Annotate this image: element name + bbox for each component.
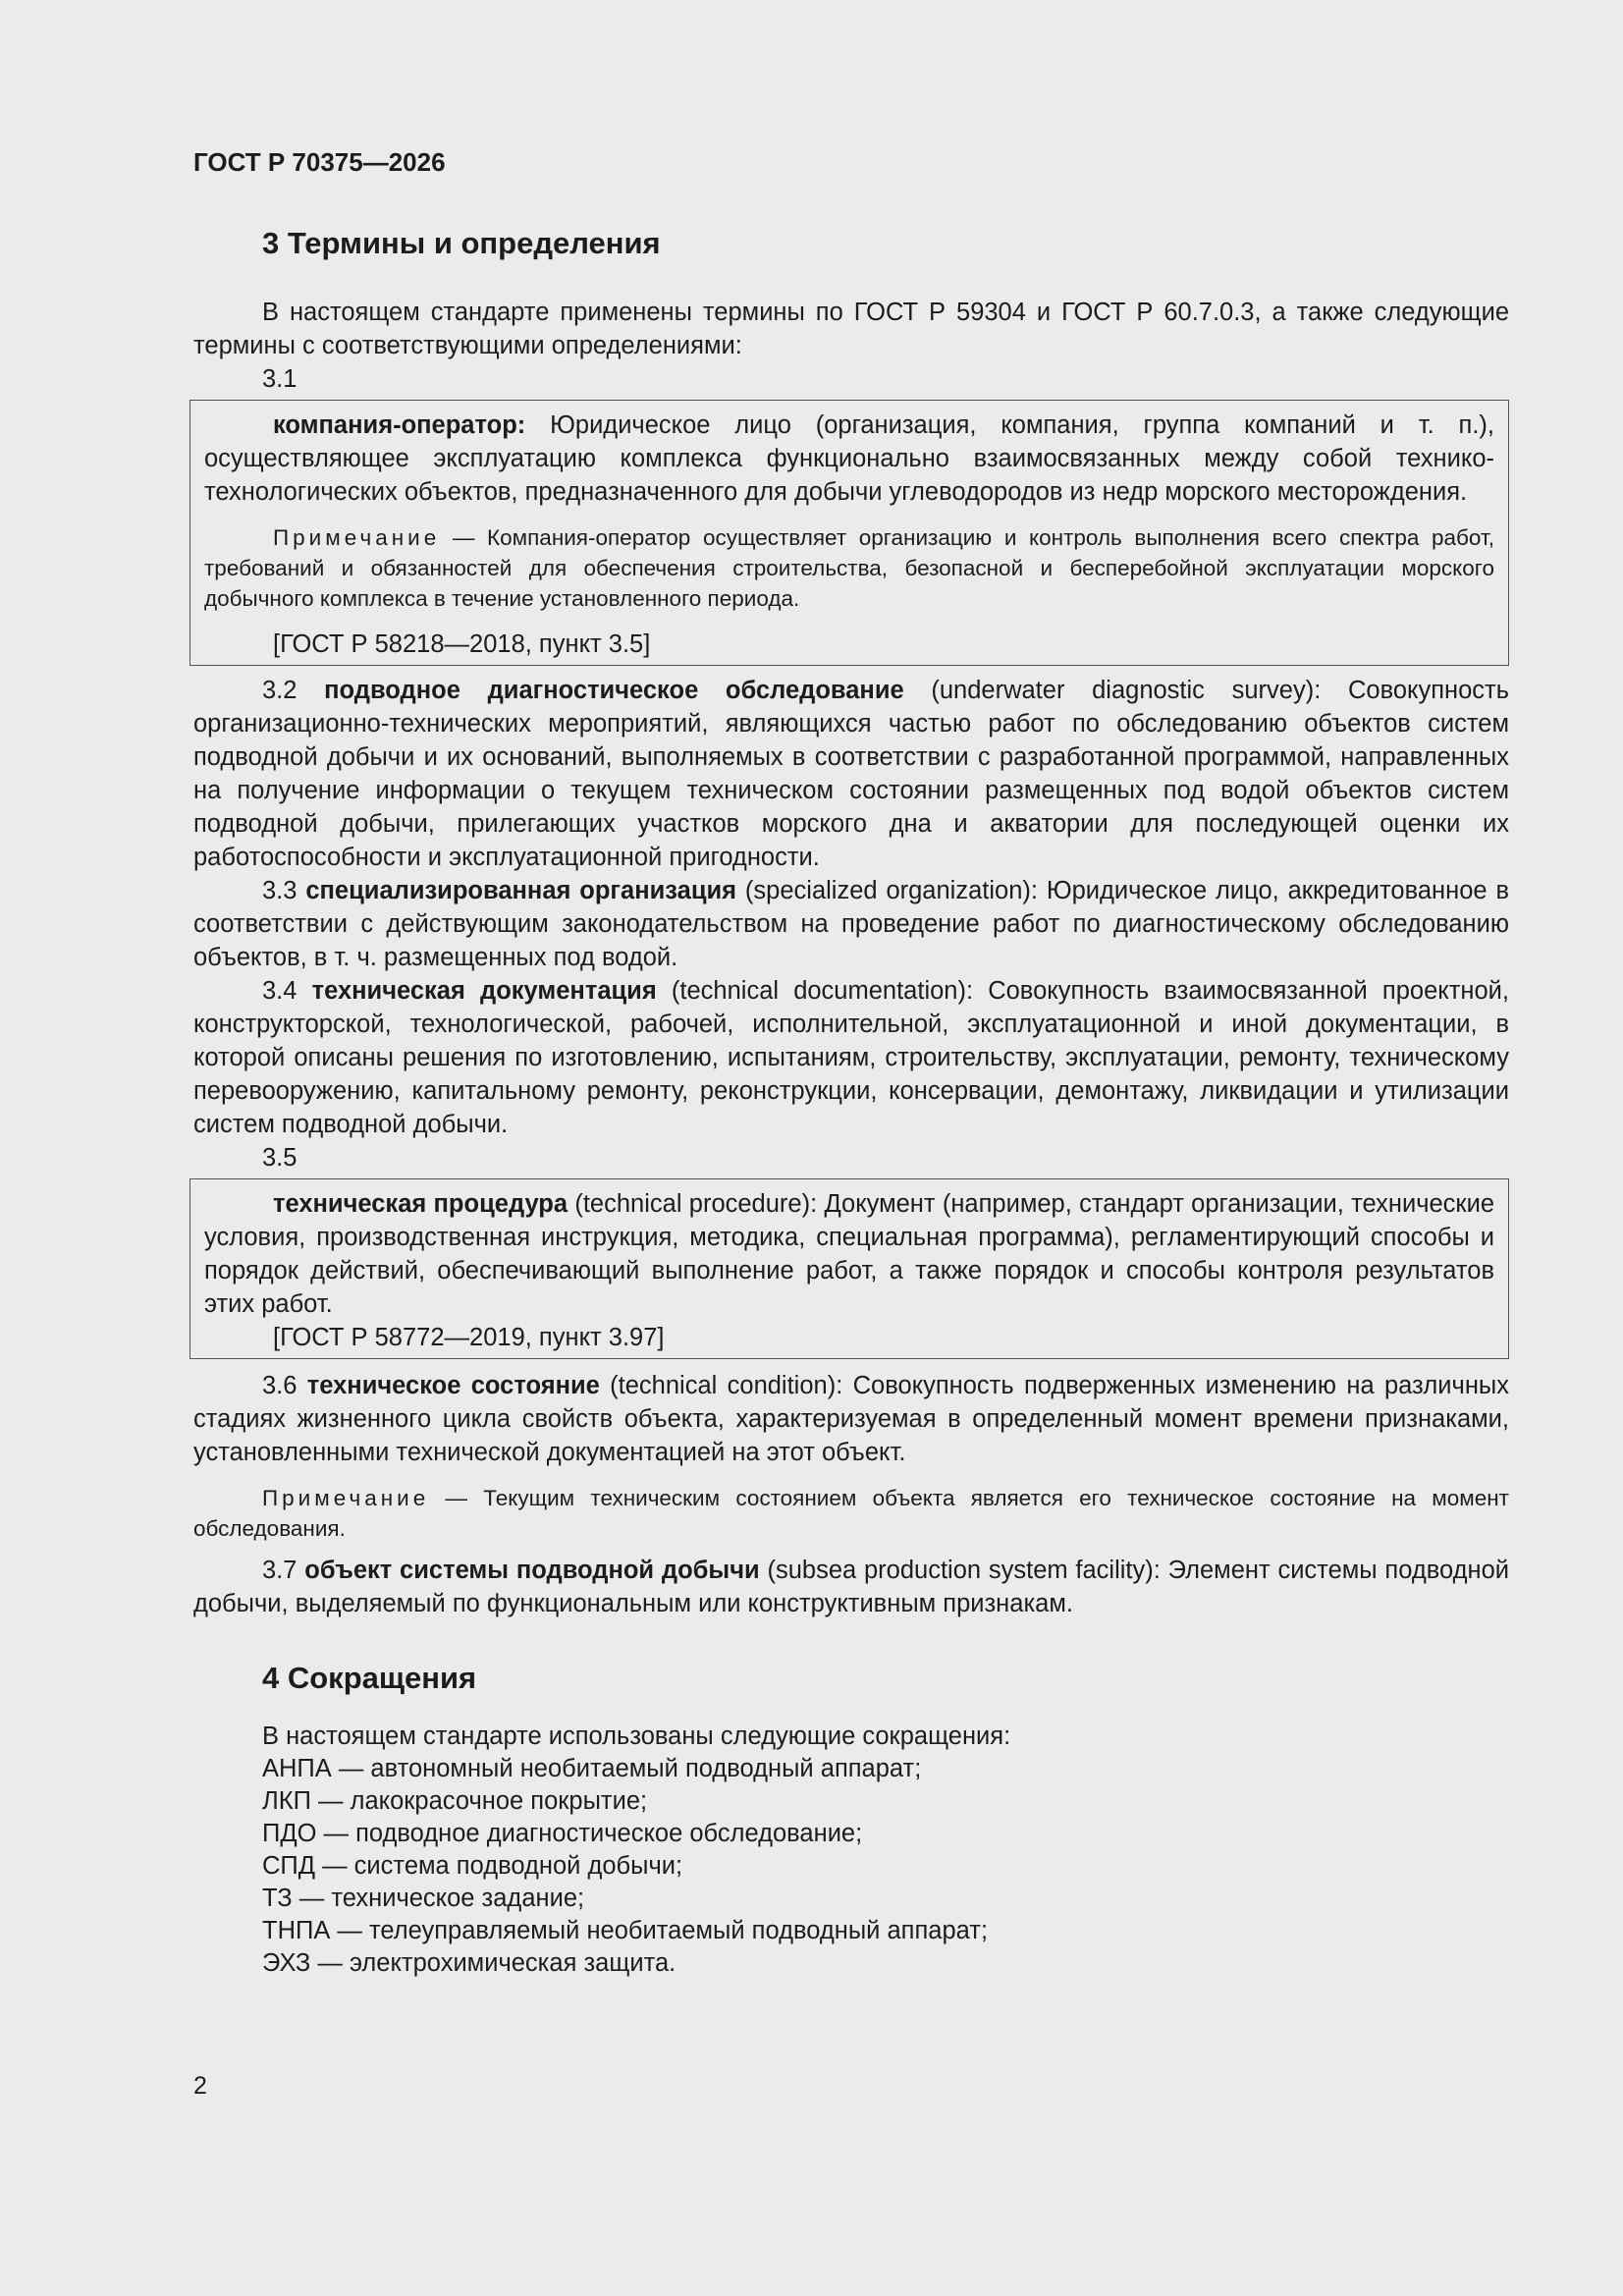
list-item: ТЗ — техническое задание; — [262, 1885, 585, 1912]
term-3-7-number: 3.7 — [262, 1557, 305, 1584]
list-item: ЛКП — лакокрасочное покрытие; — [262, 1787, 648, 1815]
section-4-title: 4 Сокращения — [262, 1661, 477, 1695]
term-3-6-name: техническое состояние — [306, 1372, 600, 1399]
term-3-5-source: [ГОСТ Р 58772—2019, пункт 3.97] — [273, 1324, 665, 1351]
term-3-4-number: 3.4 — [262, 977, 312, 1005]
section-3-intro: В настоящем стандарте применены термины по ГОСТ Р 59304 и ГОСТ Р 60.7.0.3, а также следующие термины с соответствующими определениями: — [193, 299, 1509, 359]
abbreviations-list — [262, 1721, 1509, 1980]
document-header: ГОСТ Р 70375—2026 — [193, 147, 446, 177]
term-3-7-name: объект системы подводной добычи — [304, 1557, 760, 1584]
abbreviations-intro: В настоящем стандарте использованы следующие сокращения: — [262, 1722, 1011, 1750]
term-3-2-name: подводное диагностическое обследование — [324, 677, 904, 704]
note-label: Примечание — [273, 525, 441, 550]
term-3-3-number: 3.3 — [262, 877, 306, 904]
term-3-7-definition: (subsea production system facility): Элемент системы подводной добычи, выделяемый по функциональным или конструктивным признакам. — [193, 1557, 1509, 1617]
term-3-3-definition: (specialized organization): Юридическое лицо, аккредитованное в соответствии с действующим законодательством на проведение работ по диагностическому обследованию объектов, в т. ч. размещенных под водой. — [193, 877, 1510, 971]
term-3-7 — [193, 1554, 1509, 1620]
list-item: АНПА — автономный необитаемый подводный аппарат; — [262, 1755, 922, 1782]
term-3-4-name: техническая документация — [311, 977, 657, 1005]
term-3-5-number: 3.5 — [262, 1144, 298, 1172]
term-3-1-number: 3.1 — [262, 365, 298, 393]
term-3-1-source: [ГОСТ Р 58218—2018, пункт 3.5] — [273, 630, 651, 658]
term-3-4-definition: (technical documentation): Совокупность взаимосвязанной проектной, конструкторской, технологической, рабочей, исполнительной, эксплуатационной и иной документации, в которой описаны решения по изготовлению, испытаниям, строительству, эксплуатации, ремонту, техническому перевооружению, капитальному ремонту, реконструкции, консервации, демонтажу, ликвидации и утилизации систем подводной добычи. — [193, 977, 1509, 1138]
term-3-3-name: специализированная организация — [305, 877, 737, 904]
note-text: — Компания-оператор осуществляет организацию и контроль выполнения всего спектра работ, требований и обязанностей для обеспечения строительства, безопасной и бесперебойной эксплуатации морского добычного комплекса в течение установленного периода. — [204, 525, 1494, 611]
term-3-2-definition: (underwater diagnostic survey): Совокупность организационно-технических мероприятий, являющихся частью работ по обследованию объектов систем подводной добычи и их оснований, выполняемых в соответствии с разработанной программой, направленных на получение информации о текущем техническом состоянии размещенных под водой объектов систем подводной добычи, прилегающих участков морского дна и акватории для последующей оценки их работоспособности и эксплуатационной пригодности. — [193, 677, 1509, 871]
term-3-1-name: компания-оператор: — [273, 411, 526, 439]
term-3-4 — [193, 974, 1509, 1141]
list-item: ЭХЗ — электрохимическая защита. — [262, 1949, 676, 1977]
note-text: — Текущим техническим состоянием объекта является его техническое состояние на момент обследования. — [193, 1486, 1509, 1541]
term-3-1 — [204, 409, 1494, 509]
term-3-6 — [193, 1369, 1509, 1469]
term-3-5 — [204, 1187, 1494, 1321]
list-item: ТНПА — телеуправляемый необитаемый подводный аппарат; — [262, 1917, 989, 1944]
term-3-1-box — [189, 400, 1509, 666]
term-3-5-name: техническая процедура — [273, 1190, 568, 1218]
list-item: СПД — система подводной добычи; — [262, 1852, 683, 1880]
term-3-2-number: 3.2 — [262, 677, 325, 704]
page-content — [193, 223, 1509, 1980]
term-3-2 — [193, 674, 1509, 874]
term-3-3 — [193, 874, 1509, 974]
term-3-6-number: 3.6 — [262, 1372, 307, 1399]
term-3-5-definition: (technical procedure): Документ (например, стандарт организации, технические условия, производственная инструкция, методика, специальная программа), регламентирующий способы и порядок действий, обеспечивающий выполнение работ, а также порядок и способы контроля результатов этих работ. — [204, 1190, 1494, 1318]
section-3-title: 3 Термины и определения — [262, 226, 661, 260]
term-3-1-definition: Юридическое лицо (организация, компания, группа компаний и т. п.), осуществляющее эксплуатацию комплекса функционально взаимосвязанных между собой технико-технологических объектов, предназначенного для добычи углеводородов из недр морского месторождения. — [204, 411, 1494, 506]
term-3-1-note — [204, 522, 1494, 614]
term-3-6-note — [193, 1483, 1509, 1544]
term-3-6-definition: (technical condition): Совокупность подверженных изменению на различных стадиях жизненного цикла свойств объекта, характеризуемая в определенный момент времени признаками, установленными технической документацией на этот объект. — [193, 1372, 1509, 1466]
term-3-5-box — [189, 1178, 1509, 1359]
list-item: ПДО — подводное диагностическое обследование; — [262, 1820, 863, 1847]
page-number: 2 — [193, 2072, 207, 2100]
note-label: Примечание — [262, 1486, 430, 1510]
